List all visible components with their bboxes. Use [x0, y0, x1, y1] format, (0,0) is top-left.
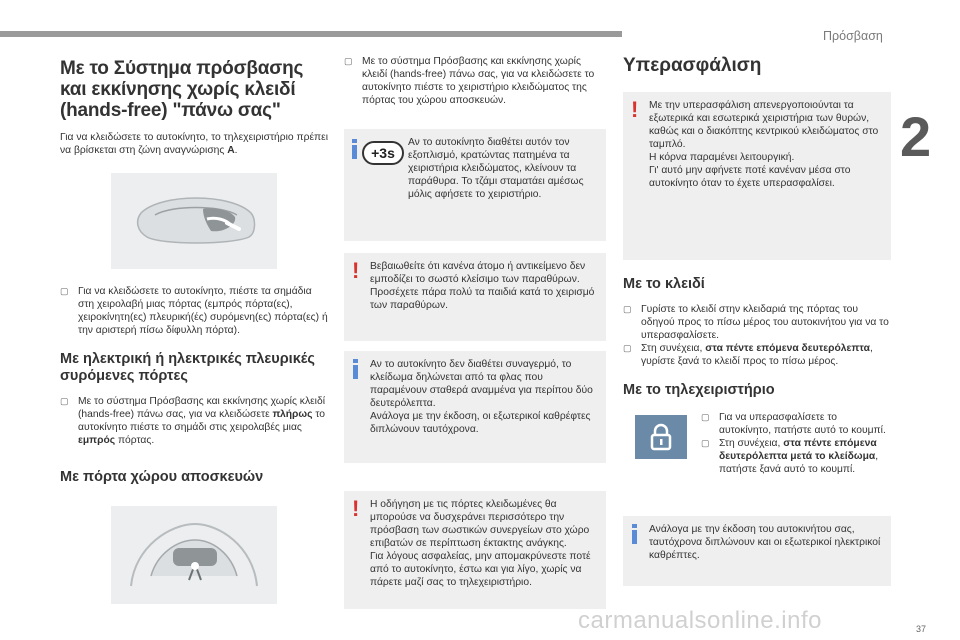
heading-deadlocking: Υπερασφάλιση — [623, 55, 762, 76]
info-mirrors-text: Ανάλογα με την έκδοση του αυτοκινήτου σας, ταυτόχρονα διπλώνουν και οι εξωτερικοί ηλεκτρικοί καθρέπτες. — [649, 524, 881, 561]
chapter-number: 2 — [900, 105, 932, 168]
section-label: Πρόσβαση — [823, 29, 883, 43]
page-number: 37 — [916, 624, 927, 634]
heading-boot-door: Με πόρτα χώρου αποσκευών — [60, 469, 264, 485]
intro-text: Για να κλειδώσετε το αυτοκίνητο, το τηλεχειριστήριο πρέπει να βρίσκεται στη ζώνη αναγνώρισης A. — [60, 132, 329, 156]
remote-step-2: ▢ Στη συνέχεια, στα πέντε επόμενα δευτερόλεπτα μετά το κλείδωμα, πατήστε ξανά αυτό το κουμπί. — [701, 438, 879, 475]
bullet-marker: ▢ — [623, 304, 632, 314]
info-alarm-text: Αν το αυτοκίνητο δεν διαθέτει συναγερμό, το κλείδωμα δηλώνεται από τα φλας που παραμένουν σταθερά αναμμένα για περίπου δύο δευτερόλεπτα. Ανάλογα με την έκδοση, οι εξωτερικοί καθρέφτες διπλώνουν ταυτόχρονα. — [370, 359, 593, 435]
bullet-marker: ▢ — [60, 396, 69, 406]
warning-box-driving — [344, 491, 606, 609]
column-right — [623, 55, 891, 586]
lock-instruction: ▢ Για να κλειδώσετε το αυτοκίνητο, πιέστε τα σημάδια στη χειρολαβή μιας πόρτας (εμπρός πόρτα(ες), χειροκίνητη(ες) πλευρική(ές) συρόμενη(ες) πόρτα(ες) ή την αριστερή πίσω δίφυλλη πόρτα). — [60, 286, 328, 336]
sliding-door-instruction: ▢ Με το σύστημα Πρόσβασης και εκκίνησης χωρίς κλειδί (hands-free) πάνω σας, για να κλειδώσετε πλήρως το αυτοκίνητο πιέστε το σημάδι στις χειρολαβές μιας εμπρός πόρτας. — [60, 396, 325, 446]
warning-box-deadlocking — [623, 92, 891, 260]
page-title: Με το Σύστημα πρόσβασης και εκκίνησης χωρίς κλειδί (hands-free) "πάνω σας" — [60, 58, 304, 121]
bullet-marker: ▢ — [623, 343, 632, 353]
warning-icon: ! — [631, 97, 639, 122]
column-middle — [344, 55, 606, 609]
lock-button-icon — [635, 415, 687, 459]
watermark: carmanualsonline.info — [578, 607, 822, 634]
warning-driving-text: Η οδήγηση με τις πόρτες κλειδωμένες θα μπορούσε να δυσχεράνει περισσότερο την πρόσβαση των σωστικών συνεργείων στο χώρο επιβατών σε περίπτωση έκτακτης ανάγκης. Για λόγους ασφαλείας, μην απομακρύνεστε ποτέ από το αυτοκίνητο, έστω και για λίγο, χωρίς να πάρετε μαζί σας το τηλεχειριστήριο. — [370, 499, 591, 588]
remote-section — [623, 411, 891, 476]
header-rule — [0, 31, 622, 37]
key-step-2: ▢ Στη συνέχεια, στα πέντε επόμενα δευτερόλεπτα, γυρίστε ξανά το κλειδί προς το πίσω μέρος. — [623, 343, 873, 367]
remote-step-1: ▢ Για να υπερασφαλίσετε το αυτοκίνητο, πατήστε αυτό το κουμπί. — [701, 412, 886, 436]
heading-with-remote: Με το τηλεχειριστήριο — [623, 382, 775, 398]
info-box-mirrors — [623, 516, 891, 586]
boot-button-illustration — [111, 506, 277, 604]
three-seconds-badge-icon: +3s — [362, 141, 404, 165]
info-icon — [352, 139, 357, 159]
bullet-marker: ▢ — [701, 412, 710, 422]
warning-icon: ! — [352, 496, 360, 521]
heading-with-key: Με το κλειδί — [623, 276, 705, 292]
heading-electric-sliding-doors: Με ηλεκτρική ή ηλεκτρικές πλευρικές συρόμενες πόρτες — [60, 351, 315, 384]
info-icon — [632, 524, 637, 544]
boot-lock-instruction: ▢ Με το σύστημα Πρόσβασης και εκκίνησης χωρίς κλειδί (hands-free) πάνω σας, για να κλειδώσετε το αυτοκίνητο πιέστε το χειριστήριο κλειδώματος της πόρτας του χώρου αποσκευών. — [344, 56, 595, 106]
warning-icon: ! — [352, 258, 360, 283]
column-left — [60, 58, 328, 604]
warning-deadlocking-text: Με την υπερασφάλιση απενεργοποιούνται τα εξωτερικά και εσωτερικά χειριστήρια των θυρών, καθώς και ο διακόπτης κεντρικού κλειδώματος στο ταμπλό. Η κόρνα παραμένει λειτουργική. Γι' αυτό μην αφήνετε ποτέ κανέναν μέσα στο αυτοκίνητο όταν το έχετε υπερασφαλίσει. — [649, 100, 879, 189]
bullet-marker: ▢ — [60, 286, 69, 296]
warning-windows-text: Βεβαιωθείτε ότι κανένα άτομο ή αντικείμενο δεν εμποδίζει το σωστό κλείσιμο των παραθύρων. Προσέχετε πάρα πολύ τα παιδιά κατά το χειρισμό των παραθύρων. — [370, 261, 595, 311]
key-step-1: ▢ Γυρίστε το κλειδί στην κλειδαριά της πόρτας του οδηγού προς το πίσω μέρος του αυτοκινήτου για να το υπερασφαλίσετε. — [623, 304, 889, 341]
info-hold-text: Αν το αυτοκίνητο διαθέτει αυτόν τον εξοπλισμό, κρατώντας πατημένα τα χειριστήρια κλειδώματος, κλείνουν τα παράθυρα. Το τζάμι σταματάει αμέσως μόλις αφήσετε το χειριστήριο. — [408, 137, 584, 200]
info-box-alarm — [344, 351, 606, 463]
info-box-windows-closing — [344, 129, 606, 241]
bullet-marker: ▢ — [344, 56, 353, 66]
info-icon — [353, 359, 358, 379]
warning-box-windows — [344, 253, 606, 341]
bullet-marker: ▢ — [701, 438, 710, 448]
door-handle-illustration — [111, 173, 277, 269]
